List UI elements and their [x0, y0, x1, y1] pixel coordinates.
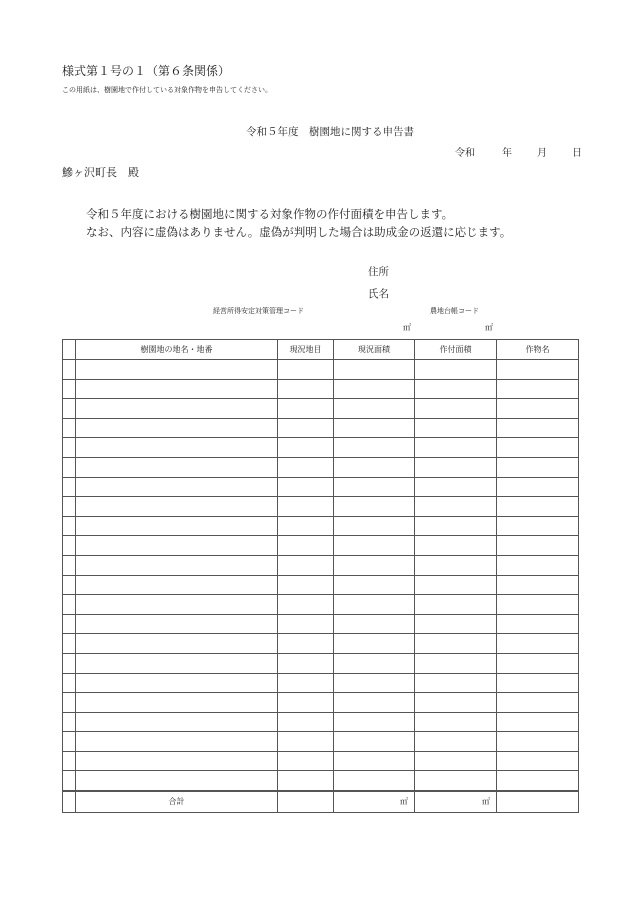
table-cell[interactable] [278, 399, 334, 419]
table-cell[interactable] [334, 418, 415, 438]
table-cell [63, 712, 76, 732]
table-cell[interactable] [278, 634, 334, 654]
instruction-note: この用紙は、樹園地で作付している対象作物を申告してください。 [62, 86, 272, 94]
table-cell [63, 673, 76, 693]
table-cell[interactable] [497, 418, 579, 438]
column-header: 作付面積 [415, 340, 497, 360]
column-header [63, 340, 76, 360]
table-cell[interactable] [497, 673, 579, 693]
table-cell[interactable] [497, 712, 579, 732]
total-current-area[interactable]: ㎡ [334, 791, 415, 813]
table-cell[interactable] [497, 732, 579, 752]
total-label: 合計 [76, 791, 278, 813]
table-cell[interactable] [497, 555, 579, 575]
table-row [63, 614, 579, 634]
table-cell[interactable] [76, 712, 278, 732]
table-row [63, 516, 579, 536]
table-cell [63, 614, 76, 634]
table-cell[interactable] [415, 379, 497, 399]
table-cell[interactable] [497, 457, 579, 477]
table-header-row [63, 340, 579, 360]
table-row [63, 751, 579, 771]
table-cell[interactable] [415, 477, 497, 497]
column-header: 現況地目 [278, 340, 334, 360]
document-title: 令和５年度 樹園地に関する申告書 [246, 126, 414, 138]
table-cell[interactable] [334, 673, 415, 693]
table-cell[interactable] [278, 693, 334, 713]
table-cell[interactable] [278, 673, 334, 693]
table-cell [63, 653, 76, 673]
table-cell [63, 399, 76, 419]
table-cell[interactable] [334, 497, 415, 517]
table-cell[interactable] [76, 732, 278, 752]
total-cell[interactable] [497, 791, 579, 813]
table-cell[interactable] [415, 418, 497, 438]
table-cell[interactable] [415, 693, 497, 713]
table-cell[interactable] [278, 457, 334, 477]
table-cell[interactable] [76, 399, 278, 419]
table-cell[interactable] [334, 771, 415, 791]
table-cell[interactable] [76, 555, 278, 575]
table-cell[interactable] [76, 418, 278, 438]
table-cell[interactable] [334, 516, 415, 536]
table-cell[interactable] [278, 575, 334, 595]
address-label: 住所 [368, 266, 389, 278]
table-cell[interactable] [278, 418, 334, 438]
table-cell[interactable] [334, 653, 415, 673]
table-cell[interactable] [278, 614, 334, 634]
table-cell[interactable] [415, 653, 497, 673]
table-cell[interactable] [334, 634, 415, 654]
table-cell[interactable] [497, 399, 579, 419]
table-cell[interactable] [76, 693, 278, 713]
table-cell[interactable] [497, 536, 579, 556]
table-cell[interactable] [76, 360, 278, 380]
table-cell[interactable] [76, 536, 278, 556]
table-cell[interactable] [334, 732, 415, 752]
table-cell[interactable] [334, 575, 415, 595]
table-cell[interactable] [497, 379, 579, 399]
table-cell[interactable] [278, 771, 334, 791]
table-cell[interactable] [497, 751, 579, 771]
table-row [63, 379, 579, 399]
table-cell[interactable] [278, 438, 334, 458]
table-cell[interactable] [415, 457, 497, 477]
table-cell[interactable] [334, 379, 415, 399]
table-cell [63, 418, 76, 438]
table-cell [63, 751, 76, 771]
table-cell [63, 732, 76, 752]
table-cell[interactable] [334, 457, 415, 477]
table-cell [63, 477, 76, 497]
table-cell[interactable] [278, 360, 334, 380]
column-header: 作物名 [497, 340, 579, 360]
table-row [63, 399, 579, 419]
table-cell[interactable] [76, 614, 278, 634]
total-cell [63, 791, 76, 813]
table-cell[interactable] [334, 399, 415, 419]
table-cell [63, 516, 76, 536]
table-cell[interactable] [497, 771, 579, 791]
table-cell[interactable] [334, 438, 415, 458]
table-cell[interactable] [278, 536, 334, 556]
table-cell[interactable] [334, 614, 415, 634]
table-cell[interactable] [278, 712, 334, 732]
table-cell [63, 634, 76, 654]
table-cell[interactable] [278, 477, 334, 497]
table-cell [63, 555, 76, 575]
table-row [63, 732, 579, 752]
table-cell[interactable] [497, 575, 579, 595]
table-cell[interactable] [76, 379, 278, 399]
table-row [63, 555, 579, 575]
date-month: 月 [537, 148, 547, 159]
table-cell[interactable] [334, 536, 415, 556]
table-row [63, 575, 579, 595]
table-row [63, 438, 579, 458]
table-cell [63, 575, 76, 595]
unit-label: ㎡ [403, 323, 411, 332]
table-cell[interactable] [497, 595, 579, 615]
table-row [63, 360, 579, 380]
table-row [63, 477, 579, 497]
total-row [63, 791, 579, 813]
table-cell[interactable] [497, 614, 579, 634]
table-row [63, 536, 579, 556]
table-row [63, 634, 579, 654]
table-cell[interactable] [497, 634, 579, 654]
total-cell[interactable] [278, 791, 334, 813]
unit-label: ㎡ [485, 323, 493, 332]
table-cell[interactable] [415, 732, 497, 752]
table-cell[interactable] [76, 634, 278, 654]
table-cell[interactable] [415, 575, 497, 595]
table-cell[interactable] [278, 379, 334, 399]
table-row [63, 693, 579, 713]
table-cell[interactable] [497, 693, 579, 713]
table-row [63, 497, 579, 517]
table-cell[interactable] [334, 693, 415, 713]
table-cell[interactable] [497, 477, 579, 497]
table-cell [63, 595, 76, 615]
name-label: 氏名 [368, 288, 389, 300]
table-cell[interactable] [334, 712, 415, 732]
column-header: 樹園地の地名・地番 [76, 340, 278, 360]
table-row [63, 595, 579, 615]
table-cell[interactable] [497, 438, 579, 458]
table-cell[interactable] [76, 477, 278, 497]
date-year: 年 [502, 148, 512, 159]
table-cell[interactable] [278, 555, 334, 575]
table-row [63, 418, 579, 438]
date-day: 日 [572, 148, 582, 159]
table-cell[interactable] [497, 497, 579, 517]
table-cell[interactable] [415, 497, 497, 517]
table-row [63, 771, 579, 791]
table-cell[interactable] [278, 653, 334, 673]
table-cell[interactable] [497, 360, 579, 380]
table-cell [63, 457, 76, 477]
table-cell [63, 379, 76, 399]
table-cell[interactable] [497, 516, 579, 536]
table-cell[interactable] [334, 595, 415, 615]
management-code-label: 経営所得安定対策管理コード [213, 307, 304, 315]
table-cell[interactable] [334, 555, 415, 575]
table-row [63, 712, 579, 732]
addressee: 鰺ヶ沢町長 殿 [62, 166, 139, 179]
table-cell[interactable] [415, 536, 497, 556]
table-cell[interactable] [278, 732, 334, 752]
total-planted-area[interactable]: ㎡ [415, 791, 497, 813]
table-cell[interactable] [415, 771, 497, 791]
table-cell[interactable] [415, 673, 497, 693]
table-cell[interactable] [76, 497, 278, 517]
table-cell[interactable] [415, 712, 497, 732]
table-cell[interactable] [76, 673, 278, 693]
form-number: 様式第１号の１（第６条関係） [62, 64, 231, 78]
table-cell[interactable] [334, 477, 415, 497]
table-cell[interactable] [334, 751, 415, 771]
farmland-ledger-code-label: 農地台帳コード [430, 307, 479, 315]
table-cell[interactable] [415, 614, 497, 634]
declaration-line-1: 令和５年度における樹園地に関する対象作物の作付面積を申告します。 [86, 207, 454, 221]
table-cell[interactable] [415, 399, 497, 419]
column-header: 現況面積 [334, 340, 415, 360]
table-cell[interactable] [76, 575, 278, 595]
declaration-line-2: なお、内容に虚偽はありません。虚偽が判明した場合は助成金の返還に応じます。 [86, 225, 512, 239]
table-cell[interactable] [334, 360, 415, 380]
table-cell[interactable] [415, 595, 497, 615]
table-cell[interactable] [76, 595, 278, 615]
table-cell[interactable] [76, 653, 278, 673]
table-cell [63, 438, 76, 458]
table-cell [63, 771, 76, 791]
table-cell [63, 536, 76, 556]
table-cell [63, 360, 76, 380]
table-row [63, 653, 579, 673]
table-cell[interactable] [76, 457, 278, 477]
table-cell[interactable] [278, 751, 334, 771]
table-row [63, 457, 579, 477]
table-cell[interactable] [278, 516, 334, 536]
orchard-table [62, 339, 579, 813]
table-cell[interactable] [415, 751, 497, 771]
table-cell[interactable] [278, 497, 334, 517]
table-cell[interactable] [415, 438, 497, 458]
date-era: 令和 [455, 148, 475, 159]
table-cell[interactable] [415, 634, 497, 654]
table-cell[interactable] [76, 438, 278, 458]
table-row [63, 673, 579, 693]
table-cell[interactable] [76, 751, 278, 771]
table-cell[interactable] [76, 516, 278, 536]
table-cell[interactable] [415, 555, 497, 575]
table-cell[interactable] [76, 771, 278, 791]
table-cell[interactable] [415, 516, 497, 536]
table-cell [63, 497, 76, 517]
table-cell [63, 693, 76, 713]
table-cell[interactable] [497, 653, 579, 673]
table-cell[interactable] [415, 360, 497, 380]
table-cell[interactable] [278, 595, 334, 615]
